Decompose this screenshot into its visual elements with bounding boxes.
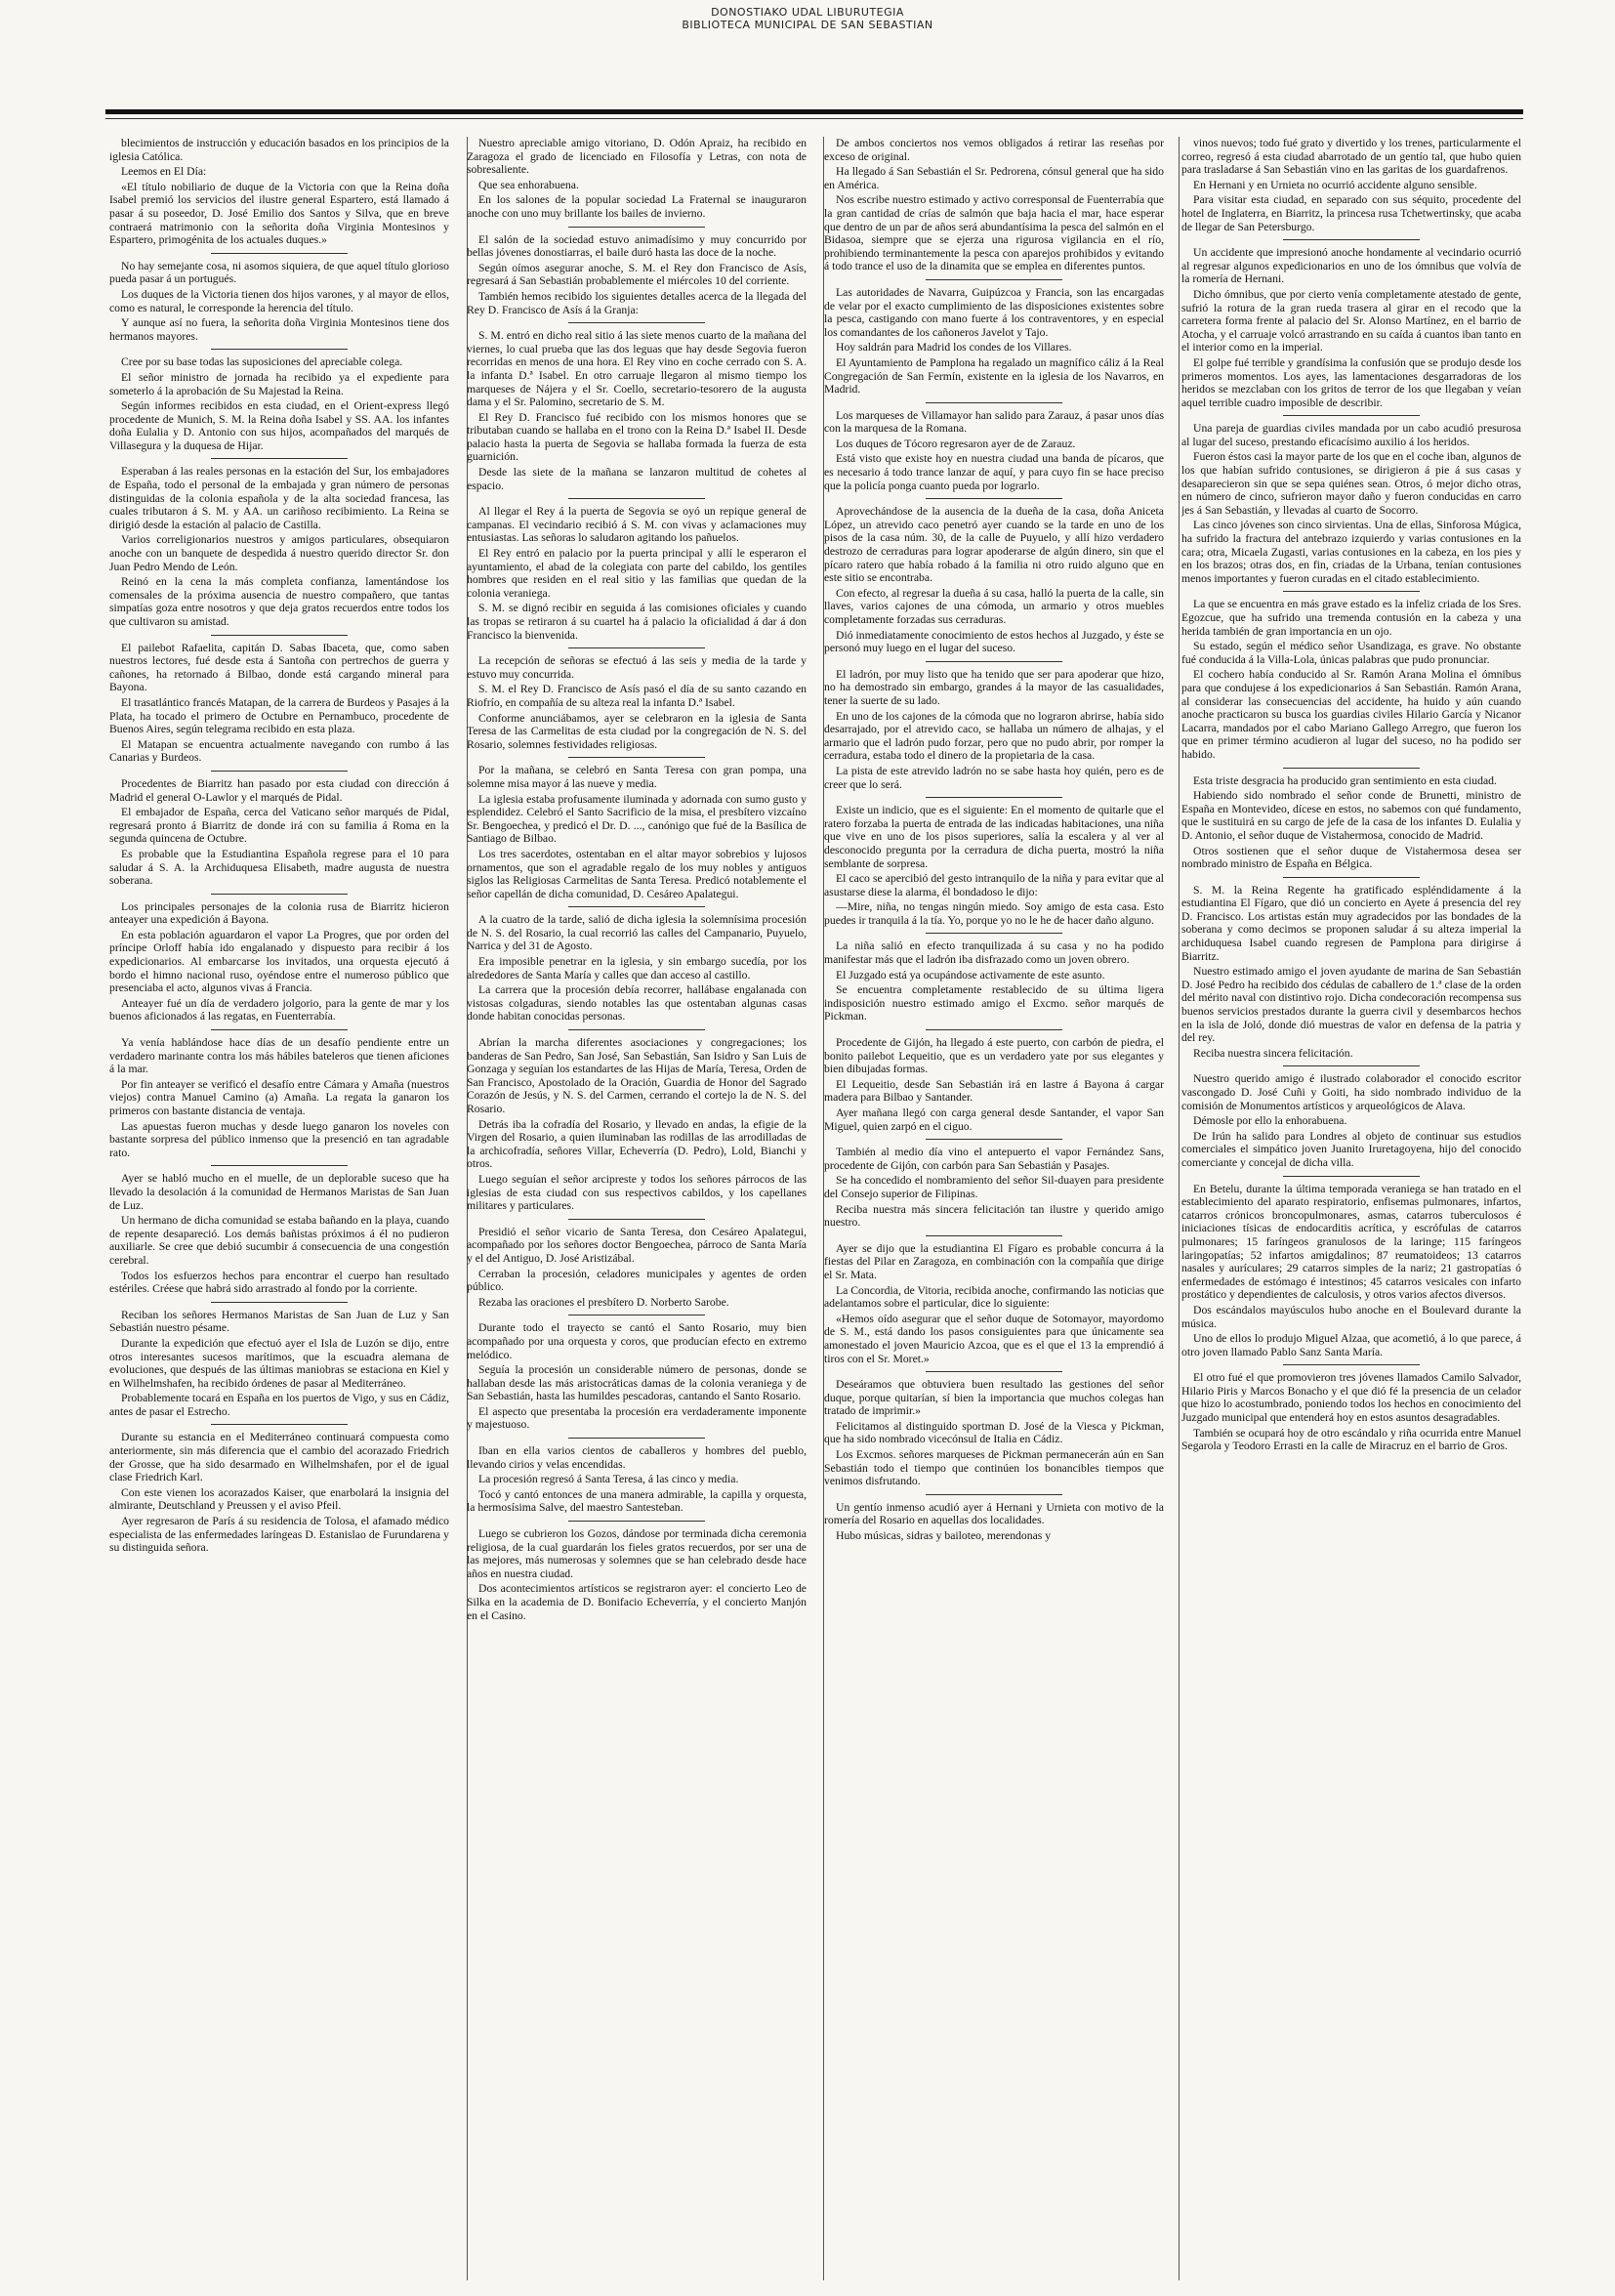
masthead-rule-thin — [105, 118, 1523, 119]
article-paragraph: Reciba nuestra más sincera felicitación tan ilustre y querido amigo nuestro. — [824, 1202, 1164, 1230]
article-divider — [211, 1424, 347, 1425]
article-paragraph: Esta triste desgracia ha producido gran sentimiento en esta ciudad. — [1193, 773, 1497, 787]
masthead-rule — [105, 109, 1523, 114]
article-divider — [211, 1165, 347, 1166]
article-paragraph: No hay semejante cosa, ni asomos siquiera, de que aquel título glorioso pueda pasar á un portugués. — [109, 259, 449, 286]
article-paragraph: La Concordia, de Vitoria, recibida anoche, confirmando las noticias que adelantamos sobre el particular, dice lo siguiente: — [824, 1283, 1164, 1311]
article-paragraph: El señor ministro de jornada ha recibido ya el expediente para someterlo á la aprobación de Su Majestad la Reina. — [109, 370, 449, 397]
article-paragraph: Las autoridades de Navarra, Guipúzcoa y Francia, son las encargadas de velar por el exacto cumplimiento de las disposiciones existentes sobre la pesca, castigando con mano fuerte á los contraventores, y en especial los comandantes de los cañoneros Javelot y Tajo. — [824, 285, 1164, 339]
article-divider — [211, 894, 347, 895]
article-paragraph: Luego seguían el señor arcipreste y todos los señores párrocos de las iglesias de esta ciudad con sus respectivos cabildos, y los capellanes militares y particulares. — [467, 1172, 807, 1213]
article-paragraph: Cree por su base todas las suposiciones del apreciable colega. — [121, 355, 403, 369]
article-paragraph: S. M. entró en dicho real sitio á las siete menos cuarto de la mañana del viernes, lo cual prueba que las dos leguas que hay desde Segovia fueron recorridas en menos de una hora. El Rey vino en coche cerrado con S. A. la infanta D.ª Isabel. En otro carruaje llegaron al mismo tiempo los marqueses de Nájera y el Sr. Coello, secretario-tesorero de la augusta dama y el Sr. Palomino, secretario de S. M. — [467, 329, 807, 409]
article-paragraph: Felicitamos al distinguido sportman D. José de la Viesca y Pickman, que ha sido nombrado vicecónsul de Italia en Cádiz. — [824, 1419, 1164, 1446]
article-paragraph: S. M. la Reina Regente ha gratificado espléndidamente á la estudiantina El Fígaro, que dió un concierto en Ayete á presencia del rey D. Francisco. Los artistas están muy agradecidos por las bondades de la soberana y como decimos se proponen saludar á su alteza imperial la archiduquesa Isabel cuando regresen de Pamplona para dirigirse á Biarritz. — [1181, 883, 1521, 963]
article-divider — [926, 402, 1061, 403]
article-divider — [1283, 1364, 1419, 1365]
article-paragraph: Las cinco jóvenes son cinco sirvientas. Una de ellas, Sinforosa Múgica, ha sufrido la fractura del antebrazo izquierdo y varias contusiones en la cara; otra, Micaela Zugasti, varias contusiones en la cabeza, en los pies y en los brazos; otras dos, en fin, criadas de la Urbana, tenían contusiones menos importantes y fueron curadas en el citado establecimiento. — [1181, 519, 1521, 585]
article-paragraph: El Juzgado está ya ocupándose activamente de este asunto. — [836, 968, 1105, 981]
article-paragraph: También se ocupará hoy de otro escándalo y riña ocurrida entre Manuel Segarola y Teodoro Errasti en la calle de Miracruz en el barrio de Gros. — [1181, 1426, 1521, 1453]
article-paragraph: «El título nobiliario de duque de la Victoria con que la Reina doña Isabel premió los servicios del ilustre general Espartero, está llamado á pasar á su poseedor, D. José Emilio dos Santos y Silva, que en breve contraerá matrimonio con la señorita doña Virginia Montesinos y Espartero, primogénita de los actuales duques.» — [109, 180, 449, 247]
article-divider — [926, 797, 1061, 798]
article-paragraph: El cochero había conducido al Sr. Ramón Arana Molina el ómnibus para que condujese á los expedicionarios á San Sebastián. Ramón Arana, al considerar las consecuencias del accidente, ha huido y aún cuando anoche practicaron su busca los guardias civiles Hilario García y Nicanor Lacarra, mandados por el cabo Mariano Gallego Arregro, que fueron los que en primer término acudieron al lugar del suceso, no ha podido ser habido. — [1181, 668, 1521, 761]
article-divider — [926, 279, 1061, 280]
library-name-basque: DONOSTIAKO UDAL LIBURUTEGIA — [711, 6, 904, 19]
article-divider — [1283, 415, 1419, 416]
article-paragraph: Uno de ellos lo produjo Miguel Alzaa, que acometió, á lo que parece, á otro joven llamado Pablo Sanz Santa María. — [1181, 1332, 1521, 1358]
article-paragraph: Nuestro apreciable amigo vitoriano, D. Odón Apraiz, ha recibido en Zaragoza el grado de licenciado en Filosofía y Letras, con nota de sobresaliente. — [467, 137, 807, 177]
article-paragraph: Reciban los señores Hermanos Maristas de San Juan de Luz y San Sebastián nuestro pésame. — [109, 1308, 449, 1335]
article-paragraph: Al llegar el Rey á la puerta de Segovia se oyó un repique general de campanas. El vecindario recibió á S. M. con vivas y aclamaciones muy entusiastas. Las señoras lo saludaron agitando los pañuelos. — [467, 505, 807, 545]
article-paragraph: S. M. se dignó recibir en seguida á las comisiones oficiales y cuando las tropas se retiraron á su cuartel ha á palacio la oficialidad á dar á don Francisco la bienvenida. — [467, 602, 807, 642]
article-paragraph: De ambos conciertos nos vemos obligados á retirar las reseñas por exceso de original. — [824, 137, 1164, 163]
article-paragraph: Otros sostienen que el señor duque de Vistahermosa desea ser nombrado ministro de España en Bélgica. — [1181, 844, 1521, 871]
article-paragraph: Rezaba las oraciones el presbítero D. Norberto Sarobe. — [478, 1295, 729, 1309]
article-paragraph: Con este vienen los acorazados Kaiser, que enarbolará la insignia del almirante, Deutschland y Preussen y el aviso Pfeil. — [109, 1485, 449, 1513]
article-divider — [926, 933, 1061, 934]
library-name-spanish: BIBLIOTECA MUNICIPAL DE SAN SEBASTIAN — [682, 19, 933, 31]
article-paragraph: La procesión regresó á Santa Teresa, á las cinco y media. — [478, 1473, 739, 1486]
article-paragraph: Que sea enhorabuena. — [478, 178, 579, 191]
article-divider — [211, 1029, 347, 1030]
article-paragraph: Por fin anteayer se verificó el desafío entre Cámara y Amaña (nuestros viejos) contra Manuel Camino (a) Amaña. La regata la ganaron los primeros con bastante distancia de ventaja. — [109, 1077, 449, 1117]
article-paragraph: Luego se cubrieron los Gozos, dándose por terminada dicha ceremonia religiosa, de la cual guardarán los fieles gratos recuerdos, por ser una de las mejores, más numerosas y solemnes que se han celebrado desde hace años en nuestra ciudad. — [467, 1527, 807, 1580]
article-paragraph: Se ha concedido el nombramiento del señor Sil-duayen para presidente del Consejo superior de Filipinas. — [824, 1174, 1164, 1200]
article-paragraph: Ayer mañana llegó con carga general desde Santander, el vapor San Miguel, quien zarpó en el ciguo. — [824, 1106, 1164, 1133]
article-paragraph: Tocó y cantó entonces de una manera admirable, la capilla y orquesta, la hermosísima Salve, del maestro Santesteban. — [467, 1487, 807, 1515]
article-paragraph: Reciba nuestra sincera felicitación. — [1193, 1046, 1353, 1060]
article-paragraph: Un gentío inmenso acudió ayer á Hernani y Urnieta con motivo de la romería del Rosario en aquellas dos localidades. — [824, 1500, 1164, 1527]
article-paragraph: Según oímos asegurar anoche, S. M. el Rey don Francisco de Asís, regresará á San Sebastián probablemente el miércoles 10 del corriente. — [467, 261, 807, 288]
article-paragraph: La recepción de señoras se efectuó á las seis y media de la tarde y estuvo muy concurrida. — [467, 654, 807, 681]
article-paragraph: Procedentes de Biarritz han pasado por esta ciudad con dirección á Madrid el general O-Lawlor y el marqués de Pidal. — [109, 776, 449, 804]
article-divider — [1283, 239, 1419, 240]
article-paragraph: Abrían la marcha diferentes asociaciones y congregaciones; los banderas de San Pedro, San José, San Sebastián, San Isidro y San Luis de Gonzaga y seguían los estandartes de las Hijas de María, Teresa, Orden de San Francisco, Apostolado de la Oración, Guardia de Honor del Sagrado Corazón de Jesús, y N. S. del Carmen, cerrando el cortejo la de N. S. del Rosario. — [467, 1036, 807, 1115]
article-paragraph: El golpe fué terrible y grandísima la confusión que se produjo desde los primeros momentos. Los ayes, las lamentaciones desgarradoras de los heridos se mezclaban con los gritos de terror de los que llegaban y veían aquel terrible cuadro imposible de describir. — [1181, 355, 1521, 409]
article-paragraph: Según informes recibidos en esta ciudad, en el Orient-express llegó procedente de Munich, S. M. la Reina doña Isabel y SS. AA. los infantes doña Eulalia y D. Antonio con sus hijos, acompañados del marqués de Villasegura y la duquesa de Hijar. — [109, 399, 449, 452]
column-4 — [1181, 137, 1521, 2280]
article-paragraph: Detrás iba la cofradía del Rosario, y llevado en andas, la efigie de la Virgen del Rosario, a quien iluminaban las rodillas de las arrodilladas de la archicofradía, señores Villar, Echeverría (D. Pedro), Lold, Bianchi y otros. — [467, 1117, 807, 1171]
article-paragraph: Conforme anunciábamos, ayer se celebraron en la iglesia de Santa Teresa de las Carmelitas de esta ciudad por la congregación de N. S. del Rosario, solemnes festividades religiosas. — [467, 711, 807, 751]
article-paragraph: Y aunque así no fuera, la señorita doña Virginia Montesinos tiene dos hermanos mayores. — [109, 316, 449, 343]
article-paragraph: En esta población aguardaron el vapor La Progres, que por orden del príncipe Orloff había ido engalanado y dispuesto para recibir á los expedicionarios. Al embarcarse los invitados, una orquesta ejecutó á bordo el himno nacional ruso, oyéndose entre el numeroso público que presenciaba el acto, algunos vivas á Francia. — [109, 928, 449, 995]
article-divider — [568, 1029, 704, 1030]
article-paragraph: El Ayuntamiento de Pamplona ha regalado un magnífico cáliz á la Real Congregación de San Fermín, existente en la iglesia de los Navarros, en Madrid. — [824, 355, 1164, 397]
article-paragraph: Durante su estancia en el Mediterráneo continuará compuesta como anteriormente, sin más diferencia que el cambio del acorazado Friedrich der Grosse, que ha sido desarmado en Wilhelmshafen, por el de igual clase Friedrich Karl. — [109, 1431, 449, 1484]
article-paragraph: Iban en ella varios cientos de caballeros y hombres del pueblo, llevando cirios y velas encendidas. — [467, 1444, 807, 1471]
article-paragraph: En uno de los cajones de la cómoda que no lograron abrirse, había sido desarrajado, por el atrevido caco, se hallaba un número de alhajas, y el armario que el ladrón pudo forzar, pero que no pudo abrir, por romper la cerradura, estaba todo el dinero de la propietaria de la casa. — [824, 709, 1164, 763]
article-paragraph: Presidió el señor vicario de Santa Teresa, don Cesáreo Apalategui, acompañado por los señores doctor Bengoechea, párroco de Santa María y el del Antiguo, D. José Aristizábal. — [467, 1225, 807, 1265]
article-divider — [926, 1371, 1061, 1372]
article-paragraph: El salón de la sociedad estuvo animadísimo y muy concurrido por bellas jóvenes donostiarras, el baile duró hasta las doce de la noche. — [467, 232, 807, 260]
article-divider — [568, 647, 704, 648]
article-paragraph: También hemos recibido los siguientes detalles acerca de la llegada del Rey D. Francisco de Asís á la Granja: — [467, 289, 807, 316]
article-paragraph: Ayer regresaron de París á su residencia de Tolosa, el afamado médico especialista de las enfermedades laríngeas D. Estanislao de Furundarena y su distinguida señora. — [109, 1515, 449, 1555]
column-1 — [109, 137, 449, 2280]
article-paragraph: Se encuentra completamente restablecido de su última ligera indisposición nuestro estimado amigo el Excmo. señor marqués de Pickman. — [824, 983, 1164, 1023]
article-divider — [568, 1521, 704, 1522]
article-divider — [926, 1235, 1061, 1236]
article-paragraph: El pailebot Rafaelita, capitán D. Sabas Ibaceta, que, como saben nuestros lectores, fué desde esta á Santoña con pertrechos de guerra y cañones, ha retornado á Bilbao, donde está cargando mineral para Bayona. — [109, 641, 449, 694]
article-paragraph: Fueron éstos casi la mayor parte de los que en el coche iban, algunos de los que habían sufrido contusiones, se dirigieron á pie á sus casas y desaparecieron sin que se sepa quiénes sean. Otros, ó mejor dicho otras, en número de cinco, sufrieron mayor daño y fueron conducidas en carro jes á San Sebastián, y llevadas al cuarto de Socorro. — [1181, 450, 1521, 517]
article-paragraph: También al medio día vino el antepuerto el vapor Fernández Sans, procedente de Gijón, con carbón para San Sebastián y Pasajes. — [824, 1146, 1164, 1172]
article-paragraph: El embajador de España, cerca del Vaticano señor marqués de Pidal, regresará pronto á Biarritz de donde irá con su familia á Roma en la segunda quincena de Octubre. — [109, 806, 449, 846]
article-divider — [211, 349, 347, 350]
article-divider — [1283, 1176, 1419, 1177]
article-paragraph: Todos los esfuerzos hechos para encontrar el cuerpo han resultado estériles. Créese que habrá sido arrastrado al fondo por la corriente. — [109, 1269, 449, 1296]
article-paragraph: Dos escándalos mayúsculos hubo anoche en el Boulevard durante la música. — [1181, 1303, 1521, 1330]
article-divider — [926, 661, 1061, 662]
article-paragraph: Cerraban la procesión, celadores municipales y agentes de orden público. — [467, 1267, 807, 1294]
article-paragraph: Aprovechándose de la ausencia de la dueña de la casa, doña Aniceta López, un atrevido caco penetró ayer cuando se la tarde en uno de los pisos de la casa núm. 30, de la calle de Puyuelo, y allí hizo verdadero destrozo de cerraduras para lograr apoderarse de algún dinero, sin que el pícaro ratero que había robado á la familia ni otro ruido alguno que en este sitio se encontraba. — [824, 505, 1164, 585]
article-paragraph: Los duques de la Victoria tienen dos hijos varones, y al mayor de ellos, como es natural, le corresponde la herencia del título. — [109, 287, 449, 314]
article-divider — [568, 227, 704, 228]
article-paragraph: El trasatlántico francés Matapan, de la carrera de Burdeos y Pasajes á la Plata, ha tocado el primero de Octubre en Pernambuco, procedente de Buenos Aires, según telegrama recibido en esta plaza. — [109, 695, 449, 736]
article-paragraph: El ladrón, por muy listo que ha tenido que ser para apoderar que hizo, no ha demostrado sin embargo, grandes á la mayor de las casualidades, tener la suerte de su lado. — [824, 667, 1164, 707]
article-paragraph: Durante la expedición que efectuó ayer el Isla de Luzón se dijo, entre otros interesantes sucesos marítimos, que la escuadra alemana de evoluciones, que después de las últimas maniobras se estaciona en Kiel y en Wilhelmshafen, ha recibido órdenes de pasar al Mediterráneo. — [109, 1336, 449, 1390]
article-paragraph: Procedente de Gijón, ha llegado á este puerto, con carbón de piedra, el bonito pailebot Lequeitio, que es un verdadero yate por sus elegantes y bien dibujadas formas. — [824, 1036, 1164, 1076]
article-paragraph: El aspecto que presentaba la procesión era verdaderamente imponente y majestuoso. — [467, 1404, 807, 1432]
column-2 — [467, 137, 807, 2280]
article-paragraph: Dicho ómnibus, que por cierto venía completamente atestado de gente, sufrió la rotura de la gran rueda trasera al girar en el recodo que la carretera forma frente al palacio del Sr. Alonso Martínez, en el barrio de Atocha, y el carruaje volcó arrastrando en su caída á cuantos iban tanto en el interior como en la imperial. — [1181, 287, 1521, 355]
article-paragraph: Los principales personajes de la colonia rusa de Biarritz hicieron anteayer una expedición á Bayona. — [109, 899, 449, 927]
article-paragraph: vinos nuevos; todo fué grato y divertido y los trenes, particularmente el correo, regresó á esta ciudad abarrotado de un gentío tal, que hubo quien para trasladarse á San Sebastián vino en las garitas de los guardafrenos. — [1181, 137, 1521, 177]
article-paragraph: En Betelu, durante la última temporada veraniega se han tratado en el establecimiento del aparato respiratorio, enfisemas pulmonares, infartos, catarros crónicos broncopulmonares, asmas, catarros tuberculosos é iniciaciones tísicas de endocarditis acrítica, y escrófulas de catarros pulmonares; 15 faríngeos granulosos de la laringe; 115 faríngeos laringopatías; 52 infartos amigdalinos; 87 reumatoideos; 13 catarros nasales y aurículares; 29 catarros simples de la nariz; 21 gastropatías ó enfermedades de estómago é intestinos; 45 catarros vesicales con infarto prostático y dependientes de calculosis, y otros varios afectos diversos. — [1181, 1182, 1521, 1302]
article-paragraph: Su estado, según el médico señor Usandizaga, es grave. No obstante fué conducida á la Villa-Lola, únicas palabras que pudo pronunciar. — [1181, 640, 1521, 666]
article-divider — [568, 906, 704, 907]
article-divider — [568, 1219, 704, 1220]
article-divider — [211, 458, 347, 459]
article-paragraph: Los Excmos. señores marqueses de Pickman permanecerán aún en San Sebastián todo el tiempo que continúen los bonancibles tiempos que venimos disfrutando. — [824, 1448, 1164, 1488]
article-divider — [1283, 877, 1419, 878]
article-paragraph: El otro fué el que promovieron tres jóvenes llamados Camilo Salvador, Hilario Piris y Marcos Bonacho y el que dió fé la presencia de un celador que hizo lo acostumbrado, poniendo todos los hechos en conocimiento del Juzgado municipal que entenderá hoy en estos asuntos desagradables. — [1181, 1371, 1521, 1425]
article-divider — [926, 1494, 1061, 1495]
article-paragraph: Un hermano de dicha comunidad se estaba bañando en la playa, cuando de repente desapareció. Los demás bañistas próximos á él no pudieron auxiliarle. Se cree que debió sucumbir á consecuencia de una congestión cerebral. — [109, 1214, 449, 1267]
article-divider — [1283, 591, 1419, 592]
article-divider — [926, 1139, 1061, 1140]
article-divider — [568, 757, 704, 758]
article-paragraph: Varios correligionarios nuestros y amigos particulares, obsequiaron anoche con un banquete de despedida á nuestro querido director Sr. don Juan Pedro Mendo de León. — [109, 533, 449, 573]
article-divider — [568, 498, 704, 499]
article-paragraph: Ha llegado á San Sebastián el Sr. Pedrorena, cónsul general que ha sido en América. — [824, 165, 1164, 191]
article-paragraph: La niña salió en efecto tranquilizada á su casa y no ha podido manifestar más que el ladrón iba disfrazado como un joven obrero. — [824, 939, 1164, 967]
article-paragraph: Con efecto, al regresar la dueña á su casa, halló la puerta de la calle, sin llaves, varios cajones de una cómoda, un armario y otros muebles completamente forzadas sus cerraduras. — [824, 586, 1164, 626]
article-paragraph: Los marqueses de Villamayor han salido para Zarauz, á pasar unos días con la marquesa de la Romana. — [824, 408, 1164, 436]
article-divider — [926, 1029, 1061, 1030]
article-paragraph: Durante todo el trayecto se cantó el Santo Rosario, muy bien acompañado por una orquesta y coros, que producían efecto en extremo melódico. — [467, 1321, 807, 1361]
article-paragraph: Nuestro estimado amigo el joven ayudante de marina de San Sebastián D. José Pedro ha recibido dos cédulas de caballero de 1.ª clase de la orden del mérito naval con distintivo rojo. Dicha condecoración recompensa sus buenos servicios prestados durante la guerra civil y desembarcos hechos en la isla de Joló, donde dió muestras de valor en defensa de la patria y del rey. — [1181, 965, 1521, 1045]
article-divider — [1283, 1065, 1419, 1066]
article-paragraph: Seguía la procesión un considerable número de personas, donde se hallaban desde las más aristocráticas damas de la colonia veraniega y de San Sebastián, hasta las humildes pescadoras, cantando el Santo Rosario. — [467, 1363, 807, 1403]
article-divider — [211, 635, 347, 636]
article-paragraph: Una pareja de guardias civiles mandada por un cabo acudió presurosa al lugar del suceso, prestando eficacísimo auxilio á los heridos. — [1181, 422, 1521, 448]
article-divider — [568, 322, 704, 323]
article-paragraph: Por la mañana, se celebró en Santa Teresa con gran pompa, una solemne misa mayor á las nueve y media. — [467, 764, 807, 790]
article-paragraph: Ayer se dijo que la estudiantina El Fígaro es probable concurra á la fiestas del Pilar en Zaragoza, en combinación con la compañía que dirige el Sr. Mata. — [824, 1241, 1164, 1281]
article-paragraph: Las apuestas fueron muchas y desde luego ganaron los noveles con bastante sorpresa del público inmenso que la presenció en tan agradable rato. — [109, 1119, 449, 1159]
article-paragraph: En los salones de la popular sociedad La Fraternal se inauguraron anoche con uno muy brillante los bailes de invierno. — [467, 193, 807, 220]
article-divider — [926, 498, 1061, 499]
article-divider — [211, 253, 347, 254]
article-paragraph: La que se encuentra en más grave estado es la infeliz criada de los Sres. Egozcue, que ha sufrido una tremenda contusión en la cabeza y una herida también de gran importancia en un ojo. — [1181, 598, 1521, 638]
article-paragraph: El Rey entró en palacio por la puerta principal y allí le esperaron el ayuntamiento, el abad de la colegiata con parte del cabildo, los gentiles hombres que residen en el real sitio y las familias que quedan de la colonia veraniega. — [467, 547, 807, 600]
article-paragraph: Dos acontecimientos artísticos se registraron ayer: el concierto Leo de Silka en la academia de D. Bonifacio Echeverría, y el concierto Manjón en el Casino. — [467, 1582, 807, 1622]
article-paragraph: Probablemente tocará en España en los puertos de Vigo, y sus en Cádiz, antes de pasar el Estrecho. — [109, 1392, 449, 1418]
article-paragraph: Leemos en El Día: — [121, 165, 207, 179]
article-paragraph: La iglesia estaba profusamente iluminada y adornada con sumo gusto y esplendidez. Celebró el Santo Sacrificio de la misa, el presbítero vizcaíno Sr. Bengoechea, y predicó el Dr. D. ..., canónigo que fué de la Basílica de Santiago de Bilbao. — [467, 792, 807, 846]
article-paragraph: Los duques de Tócoro regresaron ayer de de Zarauz. — [836, 437, 1076, 450]
article-divider — [1283, 768, 1419, 769]
article-paragraph: Nos escribe nuestro estimado y activo corresponsal de Fuenterrabía que la gran cantidad de crías de salmón que baja hacia el mar, hace esperar que dentro de un par de años será abundantísima la pesca del salmón en el Bidasoa, siempre que se ejerza una rigurosa vigilancia en el río, prohibiendo terminantemente la pesca con aparejos prohibidos y evitando á todo trance el uso de la dinamita que se emplea en diferentes puntos. — [824, 193, 1164, 273]
article-paragraph: Ayer se habló mucho en el muelle, de un deplorable suceso que ha llevado la desolación á la comunidad de Hermanos Maristas de San Juan de Luz. — [109, 1172, 449, 1212]
article-paragraph: El Lequeitio, desde San Sebastián irá en lastre á Bayona á cargar madera para Bilbao y Santander. — [824, 1077, 1164, 1105]
article-paragraph: Hubo músicas, sidras y bailoteo, merendonas y — [836, 1529, 1052, 1543]
article-paragraph: El Rey D. Francisco fué recibido con los mismos honores que se tributaban cuando se hallaba en el trono con la Reina D.ª Isabel II. Desde palacio hasta la puerta de Segovia se hallaba formada la fuerza de esta guarnición. — [467, 410, 807, 464]
article-paragraph: Anteayer fué un día de verdadero jolgorio, para la gente de mar y los buenos aficionados á las regatas, en Fuenterrabía. — [109, 996, 449, 1023]
article-paragraph: Deseáramos que obtuviera buen resultado las gestiones del señor duque, porque quitarían, sí bien la importancia que muchos colegas han tratado de imprimir.» — [824, 1378, 1164, 1418]
article-paragraph: Es probable que la Estudiantina Española regrese para el 10 para saludar á S. A. la Archiduquesa Elisabeth, madre augusta de nuestra soberana. — [109, 847, 449, 888]
article-paragraph: En Hernani y en Urnieta no ocurrió accidente alguno sensible. — [1193, 178, 1477, 191]
article-paragraph: Habiendo sido nombrado el señor conde de Brunetti, ministro de España en Montevideo, dícese en estos, no sabemos con qué fundamento, que le sustituirá en su cargo de jefe de la casa de los infantes D. Eulalia y D. Antonio, el señor duque de Vistahermosa, conocido de Madrid. — [1181, 789, 1521, 842]
article-paragraph: Ya venía hablándose hace días de un desafío pendiente entre un verdadero marinante contra los más hábiles bateleros que tienen aficiones á la mar. — [109, 1036, 449, 1076]
article-paragraph: blecimientos de instrucción y educación basados en los principios de la iglesia Católica. — [109, 137, 449, 163]
article-paragraph: Desde las siete de la mañana se lanzaron multitud de cohetes al espacio. — [467, 466, 807, 492]
article-paragraph: El Matapan se encuentra actualmente navegando con rumbo á las Canarias y Burdeos. — [109, 737, 449, 765]
article-paragraph: Nuestro querido amigo é ilustrado colaborador el conocido escritor vascongado D. José Cuñi y Goiti, ha sido nombrado individuo de la comisión de Monumentos artísticos y arqueológicos de Alava. — [1181, 1072, 1521, 1112]
article-paragraph: Para visitar esta ciudad, en separado con sus séquito, procedente del hotel de Inglaterra, en Biarritz, la princesa rusa Tchetwertinsky, que acaba de llegar de San Petersburgo. — [1181, 193, 1521, 233]
article-paragraph: La carrera que la procesión debía recorrer, hallábase engalanada con vistosas colgaduras, siendo notables las que ostentaban algunas casas donde habitan conocidas personas. — [467, 983, 807, 1023]
article-paragraph: Dió inmediatamente conocimiento de estos hechos al Juzgado, y éste se personó muy luego en el lugar del suceso. — [824, 628, 1164, 655]
article-paragraph: Esperaban á las reales personas en la estación del Sur, los embajadores de España, todo el personal de la embajada y gran número de personas distinguidas de la colonia española y de la alta sociedad francesa, las cuales tributaron á S. M. y AA. un cariñoso recibimiento. La Reina se dirigió desde la estación al palacio de Castilla. — [109, 465, 449, 531]
article-divider — [211, 771, 347, 772]
article-paragraph: Un accidente que impresionó anoche hondamente al vecindario ocurrió al regresar algunos expedicionarios en uno de los ómnibus que volvía de la romería de Hernani. — [1181, 246, 1521, 286]
article-paragraph: «Hemos oído asegurar que el señor duque de Sotomayor, mayordomo de S. M., está dando los pasos consiguientes para que únicamente sea amonestado el joven Mauricio Azcoa, que es el que el 13 la emprendió á tiros con el Sr. Moret.» — [824, 1312, 1164, 1365]
article-divider — [211, 1302, 347, 1303]
article-paragraph: El caco se apercibió del gesto intranquilo de la niña y para evitar que al asustarse diese la alarma, él bondadoso le dijo: — [824, 872, 1164, 898]
article-paragraph: De Irún ha salido para Londres al objeto de continuar sus estudios comerciales el simpático joven Juanito Iruretagoyena, hijo del conocido comerciante y concejal de dicha villa. — [1181, 1129, 1521, 1169]
article-paragraph: Démosle por ello la enhorabuena. — [1193, 1114, 1347, 1128]
article-paragraph: Era imposible penetrar en la iglesia, y sin embargo sucedía, por los alrededores de Santa María y calles que dan acceso al castillo. — [467, 955, 807, 981]
newspaper-columns — [109, 137, 1521, 2280]
library-header — [0, 6, 1615, 31]
column-3 — [824, 137, 1164, 2280]
article-paragraph: Los tres sacerdotes, ostentaban en el altar mayor sobrebios y lujosos ornamentos, que son el agradable regalo de los muy nobles y antiguos siglos las Religiosas Carmelitas de Santa Teresa. Predicó notablemente el señor capellán de dicha comunidad, D. Cesáreo Apalategui. — [467, 847, 807, 900]
article-paragraph: —Mire, niña, no tengas ningún miedo. Soy amigo de esta casa. Esto puedes ir tranquila á la tía. Yo, porque yo no le he de hacer daño alguno. — [824, 900, 1164, 927]
article-paragraph: Existe un indicio, que es el siguiente: En el momento de quitarle que el ratero forzaba la puerta de entrada de las indicadas habitaciones, una niña que vive en uno de los pisos superiores, salía la escalera y al ver al desconocido pregunta por la cerradura de dicha puerta, mostró la niña semblante de sorpresa. — [824, 804, 1164, 870]
article-paragraph: Reinó en la cena la más completa confianza, lamentándose los comensales de la próxima ausencia de nuestro compañero, que tantas simpatías goza entre nosotros y que deja gratos recuerdos entre todos los que cultivaron su amistad. — [109, 575, 449, 628]
article-paragraph: Hoy saldrán para Madrid los condes de los Villares. — [836, 341, 1072, 355]
article-paragraph: Está visto que existe hoy en nuestra ciudad una banda de pícaros, que es necesario á todo trance lanzar de aquí, y para cuyo fin se hace preciso que la policía ponga cuanto pueda por lograrlo. — [824, 452, 1164, 492]
article-paragraph: S. M. el Rey D. Francisco de Asís pasó el día de su santo cazando en Riofrío, en compañía de su alteza real la infanta D.ª Isabel. — [467, 683, 807, 709]
article-paragraph: A la cuatro de la tarde, salió de dicha iglesia la solemnísima procesión de N. S. del Rosario, la cual recorrió las calles del Campanario, Puyuelo, Narrica y del 31 de Agosto. — [467, 913, 807, 953]
article-paragraph: La pista de este atrevido ladrón no se sabe hasta hoy quién, pero es de creer que lo será. — [824, 764, 1164, 791]
article-divider — [568, 1438, 704, 1439]
